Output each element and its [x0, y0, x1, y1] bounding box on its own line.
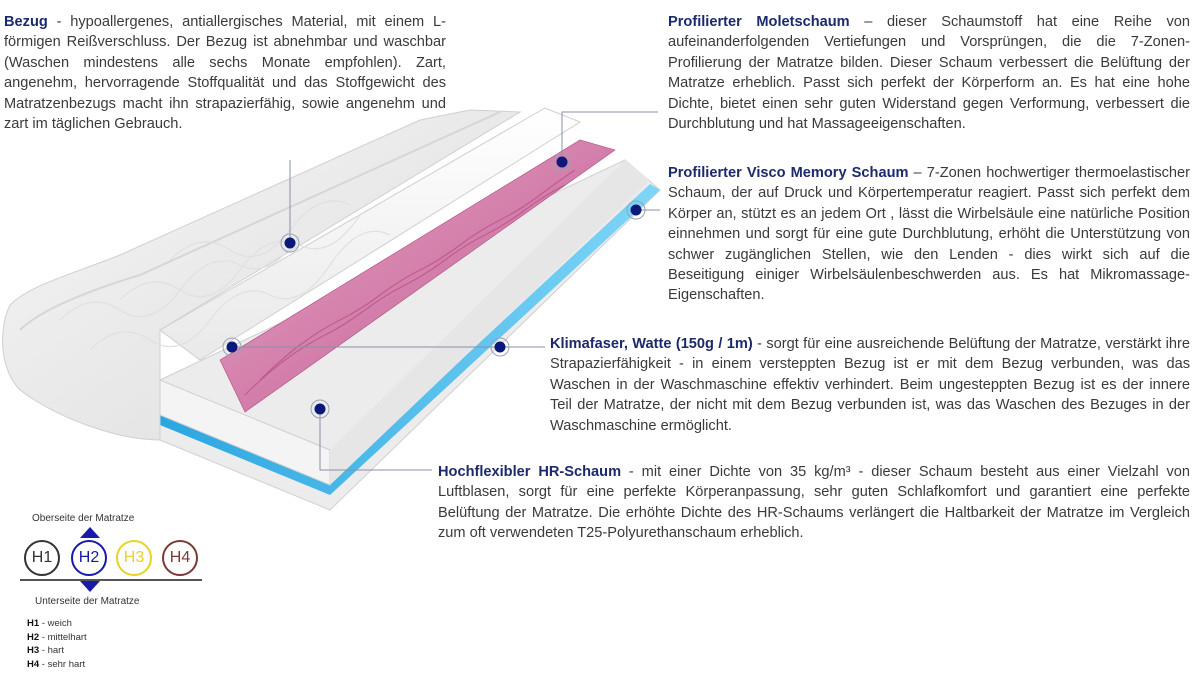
hr-description [438, 462, 1190, 544]
visco-title: Profilierter Visco Memory Schaum [668, 165, 909, 181]
arrow-up-icon [80, 527, 100, 539]
hardness-item [27, 631, 87, 645]
bezug-text: - hypoallergenes, antiallergisches Material, mit einem L-förmigen Reißverschluss. Der Bezug ist abnehmbar und waschbar (Waschen mindestens alle sechs Monate empfohlen). Zart, angenehm, hervorragende Stoffqualität und das Stoffgewicht des Matratzenbezugs macht ihn strapazierfähig, sowie angenehm und zart im täglichen Gebrauch. [4, 14, 446, 133]
legend-bottom-label: Unterseite der Matratze [35, 596, 140, 607]
bezug-description [4, 12, 446, 134]
legend-divider [20, 579, 202, 581]
hardness-desc: - mittelhart [39, 631, 87, 643]
arrow-down-icon [80, 581, 100, 593]
hardness-list [27, 617, 87, 671]
hardness-code: H1 [27, 618, 40, 629]
hardness-circle-h3: H3 [116, 540, 152, 576]
legend-top-label: Oberseite der Matratze [32, 513, 135, 524]
bezug-title: Bezug [4, 14, 48, 30]
molet-description [668, 12, 1190, 134]
hardness-circle-h1: H1 [24, 540, 60, 576]
molet-text: – dieser Schaumstoff hat eine Reihe von aufeinanderfolgenden Vertiefungen und Vorsprüngen, die die 7-Zonen-Profilierung der Matratze bilden. Dieser Schaum verbessert die Belüftung der Matratze erheblich. Passt sich perfekt der Körperform an. Es hat eine hohe Dichte, bietet einen sehr guten Widerstand gegen Verformung, verbessert die Durchblutung und hat Massageeigenschaften. [668, 14, 1190, 133]
klima-description [550, 334, 1190, 436]
molet-title: Profilierter Moletschaum [668, 14, 850, 30]
hardness-code: H2 [27, 631, 40, 643]
hardness-code: H3 [27, 645, 40, 656]
hr-text: - mit einer Dichte von 35 kg/m³ - dieser Schaum besteht aus einer Vielzahl von Luftblasen, sorgt für eine perfekte Körperanpassung, sehr guten Schlafkomfort und garantiert eine perfekte Belüftung der Matratze. Die erhöhte Dichte des HR-Schaums verlängert die Haltbarkeit der Matratze im Vergleich zum oft verwendeten T25-Polyurethanschaum erheblich. [438, 464, 1190, 542]
hr-title: Hochflexibler HR-Schaum [438, 464, 622, 480]
klima-title: Klimafaser, Watte (150g / 1m) [550, 336, 753, 352]
hardness-code: H4 [27, 658, 40, 670]
visco-text: – 7-Zonen hochwertiger thermoelastischer Schaum, der auf Druck und Körpertemperatur reagiert. Passt sich perfekt dem Körper an, stützt es an jedem Ort , lässt die Wirbelsäule eine natürliche Position einnehmen und sorgt für eine gute Durchblutung, erhöht die Unterstützung von schwer zugänglichen Stellen, wie den Lenden - dies wirkt sich auf die Beseitigung einiger Wirbelsäulenbeschwerden aus. Es hat Mikromassage-Eigenschaften. [668, 165, 1191, 304]
visco-description [668, 163, 1190, 306]
hardness-item [27, 644, 87, 658]
klima-text: - sorgt für eine ausreichende Belüftung der Matratze, verstärkt ihre Strapazierfähigkeit - in einem versteppten Bezug ist er mit dem Bezug verbunden, was das Waschen in der Waschmaschine effektiv verhindert. Beim ungesteppten Bezug ist es der innere Teil der Matratze, der nicht mit dem Bezug verbunden ist, was das Waschen des Bezuges in der Waschmaschine ermöglicht. [550, 336, 1190, 434]
hardness-desc: - sehr hart [39, 658, 86, 670]
hardness-circle-h2: H2 [71, 540, 107, 576]
hardness-item [27, 617, 87, 631]
hardness-desc: - weich [39, 618, 72, 629]
hardness-item [27, 658, 87, 672]
hardness-circle-h4: H4 [162, 540, 198, 576]
hardness-desc: - hart [39, 645, 64, 656]
